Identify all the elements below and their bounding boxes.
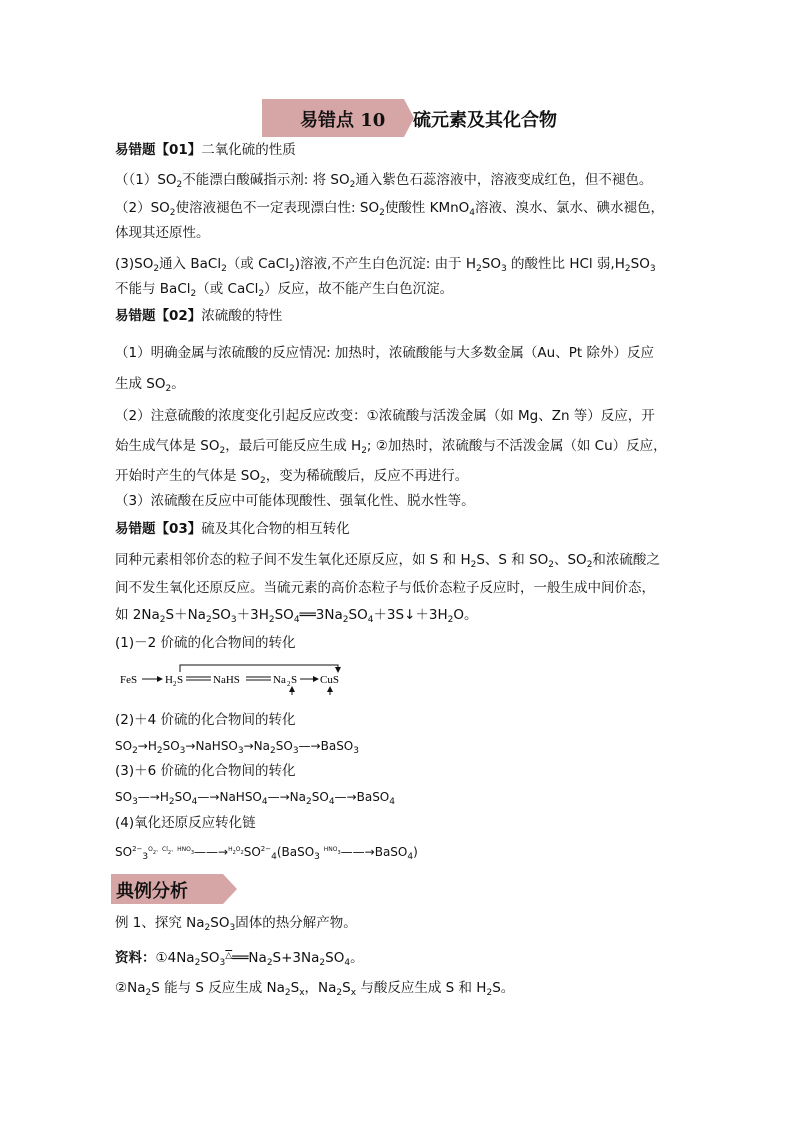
s2-point-1: （1）明确金属与浓硫酸的反应情况: 加热时，浓硫酸能与大多数金属（Au、Pt 除外）反应 <box>115 345 654 361</box>
case-heading: 典例分析 <box>116 881 188 902</box>
diagram-cus: CuS <box>320 674 339 686</box>
conv-redox-heading: (4)氧化还原反应转化链 <box>115 815 256 831</box>
s1-point-3: $(3)SO_2$通入 BaCl$_2$（或 CaCl$_2$)溶液,不产生白色沉淀: 由于 $H_2SO_3$ 的酸性比 HCl 弱$,H_2SO_3$ <box>115 256 656 274</box>
conv-plus6-chain: $SO_3—\to H_2SO_4—\to NaHSO_4—\to Na_2SO_4—\to BaSO_4$ <box>115 790 395 807</box>
diagram-fes: FeS <box>120 674 138 686</box>
chapter-label: 易错点 10 <box>300 110 386 131</box>
diagram-na2s-s: S <box>291 674 298 686</box>
s1-point-2-cont: 体现其还原性。 <box>115 225 210 241</box>
s3-para-2: 间不发生氧化还原反应。当硫元素的高价态粒子与低价态粒子反应时，一般生成中间价态， <box>115 580 655 596</box>
section-1-title: 二氧化硫的性质 <box>201 142 296 158</box>
section-3-title: 硫及其化合物的相互转化 <box>201 521 350 537</box>
example-1: 例 1、探究 $Na_2SO_3$固体的热分解产物。 <box>115 915 357 933</box>
s2-point-3: （3）浓硫酸在反应中可能体现酸性、强氧化性、脱水性等。 <box>115 493 475 509</box>
s2-point-2: （2）注意硫酸的浓度变化引起反应改变：①浓硫酸与活泼金属（如 Mg、Zn 等）反应，开 <box>115 408 655 424</box>
section-2-title: 浓硫酸的特性 <box>201 308 283 324</box>
section-1-heading <box>115 141 296 159</box>
section-3-tag: 易错题【03】 <box>115 521 202 537</box>
s2-point-2-cont-2: 开始时产生的气体是 $SO_2$，变为稀硫酸后，反应不再进行。 <box>115 468 469 486</box>
conv-plus6-heading: (3)＋6 价硫的化合物间的转化 <box>115 763 296 779</box>
diagram-nahs: NaHS <box>213 674 240 686</box>
chapter-title: 硫元素及其化合物 <box>413 110 557 131</box>
s2-point-2-cont-1: 始生成气体是 $SO_2$，最后可能反应生成 $H_2$; ②加热时，浓硫酸与不活泼金属（如 Cu）反应， <box>115 438 667 456</box>
example-1-tail: 固体的热分解产物。 <box>235 915 357 931</box>
diagram-h2s-h: H <box>165 674 173 686</box>
section-2-tag: 易错题【02】 <box>115 308 202 324</box>
section-1-tag: 易错题【01】 <box>115 142 202 158</box>
s1-point-3-cont: 不能与 BaCl$_2$（或 CaCl$_2$）反应，故不能产生白色沉淀。 <box>115 281 454 299</box>
diagram-h2s-sub: 2 <box>173 680 177 688</box>
conv-plus4-chain: $SO_2\to H_2SO_3\to NaHSO_3\to Na_2SO_3—\to BaSO_3$ <box>115 739 359 756</box>
section-3-heading <box>115 520 350 538</box>
data-line-2: $②Na_2S$ 能与 S 反应生成 $Na_2S_x$，$Na_2S_x$ 与酸反应生成 S 和 $H_2S$。 <box>115 980 515 998</box>
conv-plus4-heading: (2)＋4 价硫的化合物间的转化 <box>115 712 296 728</box>
data-label: 资料： <box>115 950 156 966</box>
diagram-h2s-s: S <box>177 674 184 686</box>
s2-point-1-cont: 生成 $SO_2$。 <box>115 376 185 394</box>
conv-redox-chain: $SO^{2-}_3^{O_2、Cl_2、HNO_3}——\to^{H_2O_2}SO^{2-}_4(BaSO_3$ $^{HNO_3}$——→BaSO$_4$) <box>115 845 418 862</box>
diagram-na2s-sub: 2 <box>287 680 291 688</box>
diagram-bracket <box>180 665 338 672</box>
s3-equation: 如 $2Na_2S+Na_2SO_3+3H_2SO_4══3Na_2SO_4+3S↓+3H_2O$。 <box>115 607 478 625</box>
s1-point-2: $(2)SO_2$使溶液褪色不一定表现漂白性: $SO_2$使酸性 KMnO$_4$溶液、溴水、氯水、碘水褪色， <box>115 200 665 218</box>
section-2-heading <box>115 307 282 325</box>
s1-point-1: （$(1)SO_2$不能漂白酸碱指示剂: 将 $SO_2$通入紫色石蕊溶液中，溶液变成红色，但不褪色。 <box>115 172 653 190</box>
example-1-lead: 例 1、探究 Na <box>115 915 205 931</box>
s3-para-1: 同种元素相邻价态的粒子间不发生氧化还原反应，如 S 和 $H_2S$、S 和 $SO_2$、$SO_2$和浓硫酸之 <box>115 552 660 570</box>
diagram-na2s-na: Na <box>273 674 286 686</box>
sulfur-minus2-diagram <box>118 661 358 701</box>
data-line-1: 资料：$①4Na_2SO_3\triangle══Na_2S+3Na_2SO_4$。 <box>115 950 364 968</box>
conv-minus2-heading: (1)－2 价硫的化合物间的转化 <box>115 635 296 651</box>
